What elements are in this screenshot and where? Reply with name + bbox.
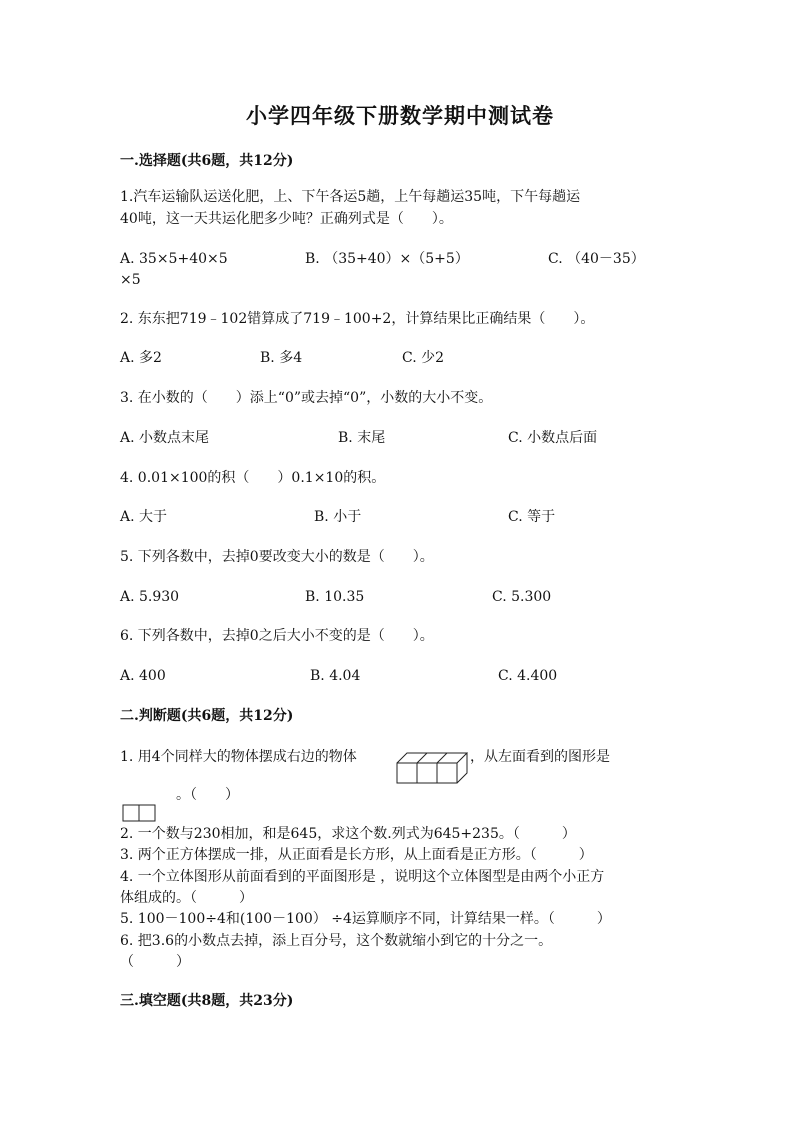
s1-q1-line1: 1.汽车运输队运送化肥，上、下午各运5趟，上午每趟运35吨，下午每趟运 (120, 189, 581, 205)
section2-heading: 二.判断题(共6题，共12分) (120, 708, 294, 724)
s1-q1-option-c-cont: ×5 (120, 272, 141, 288)
s1-q6-option-a: A. 400 (120, 668, 166, 684)
s1-q2-text: 2. 东东把719﹣102错算成了719﹣100+2，计算结果比正确结果（ ）。 (120, 311, 595, 327)
s1-q6-option-c: C. 4.400 (498, 668, 558, 684)
s2-q1-text-c: 。（ ） (176, 787, 239, 803)
s1-q5-option-b: B. 10.35 (305, 589, 365, 605)
s2-q2-text: 2. 一个数与230相加，和是645，求这个数.列式为645+235。（ ） (120, 826, 576, 842)
s1-q1-option-b: B. （35+40）×（5+5） (305, 251, 469, 267)
s1-q1-option-c: C. （40－35） (548, 251, 645, 267)
s1-q5-option-a: A. 5.930 (120, 589, 180, 605)
s1-q6-option-b: B. 4.04 (310, 668, 361, 684)
s2-q4-text-a: 4. 一个立体图形从前面看到的平面图形是 ，说明这个立体图型是由两个小正方 (120, 869, 605, 885)
s1-q3-text: 3. 在小数的（ ）添上“0”或去掉“0”，小数的大小不变。 (120, 390, 493, 406)
s1-q2-option-b: B. 多4 (260, 350, 303, 366)
s1-q3-option-b: B. 末尾 (338, 430, 386, 446)
s1-q1-option-a: A. 35×5+40×5 (120, 251, 228, 267)
section3-heading: 三.填空题(共8题，共23分) (120, 993, 294, 1009)
s1-q4-option-b: B. 小于 (314, 509, 362, 525)
s2-q6-text-b: （ ） (120, 954, 190, 970)
s1-q5-option-c: C. 5.300 (492, 589, 552, 605)
s1-q4-option-c: C. 等于 (508, 509, 556, 525)
s1-q3-option-c: C. 小数点后面 (508, 430, 598, 446)
s1-q4-text: 4. 0.01×100的积（ ）0.1×10的积。 (120, 470, 386, 486)
s2-q3-text: 3. 两个正方体摆成一排，从正面看是长方形，从上面看是正方形。（ ） (120, 847, 593, 863)
s1-q2-option-c: C. 少2 (402, 350, 445, 366)
s1-q2-option-a: A. 多2 (120, 350, 162, 366)
page-title: 小学四年级下册数学期中测试卷 (246, 103, 554, 128)
s2-q5-text: 5. 100－100÷4和(100－100） ÷4运算顺序不同，计算结果一样。（ ） (120, 911, 611, 927)
s2-q6-text-a: 6. 把3.6的小数点去掉，添上百分号，这个数就缩小到它的十分之一。 (120, 933, 553, 949)
s1-q4-option-a: A. 大于 (120, 509, 168, 525)
section1-heading: 一.选择题(共6题，共12分) (120, 153, 294, 169)
s1-q5-text: 5. 下列各数中，去掉0要改变大小的数是（ ）。 (120, 549, 434, 565)
s1-q6-text: 6. 下列各数中，去掉0之后大小不变的是（ ）。 (120, 628, 434, 644)
s2-q1-text-b: ，从左面看到的图形是 (470, 749, 610, 765)
side-view-figure (122, 804, 158, 822)
s2-q4-text-b: 体组成的。（ ） (120, 890, 253, 906)
s1-q1-line2: 40吨，这一天共运化肥多少吨？正确列式是（ ）。 (120, 211, 453, 227)
three-cubes-figure (396, 752, 468, 784)
s1-q3-option-a: A. 小数点末尾 (120, 430, 210, 446)
s2-q1-text-a: 1. 用4个同样大的物体摆成右边的物体 (120, 749, 357, 765)
